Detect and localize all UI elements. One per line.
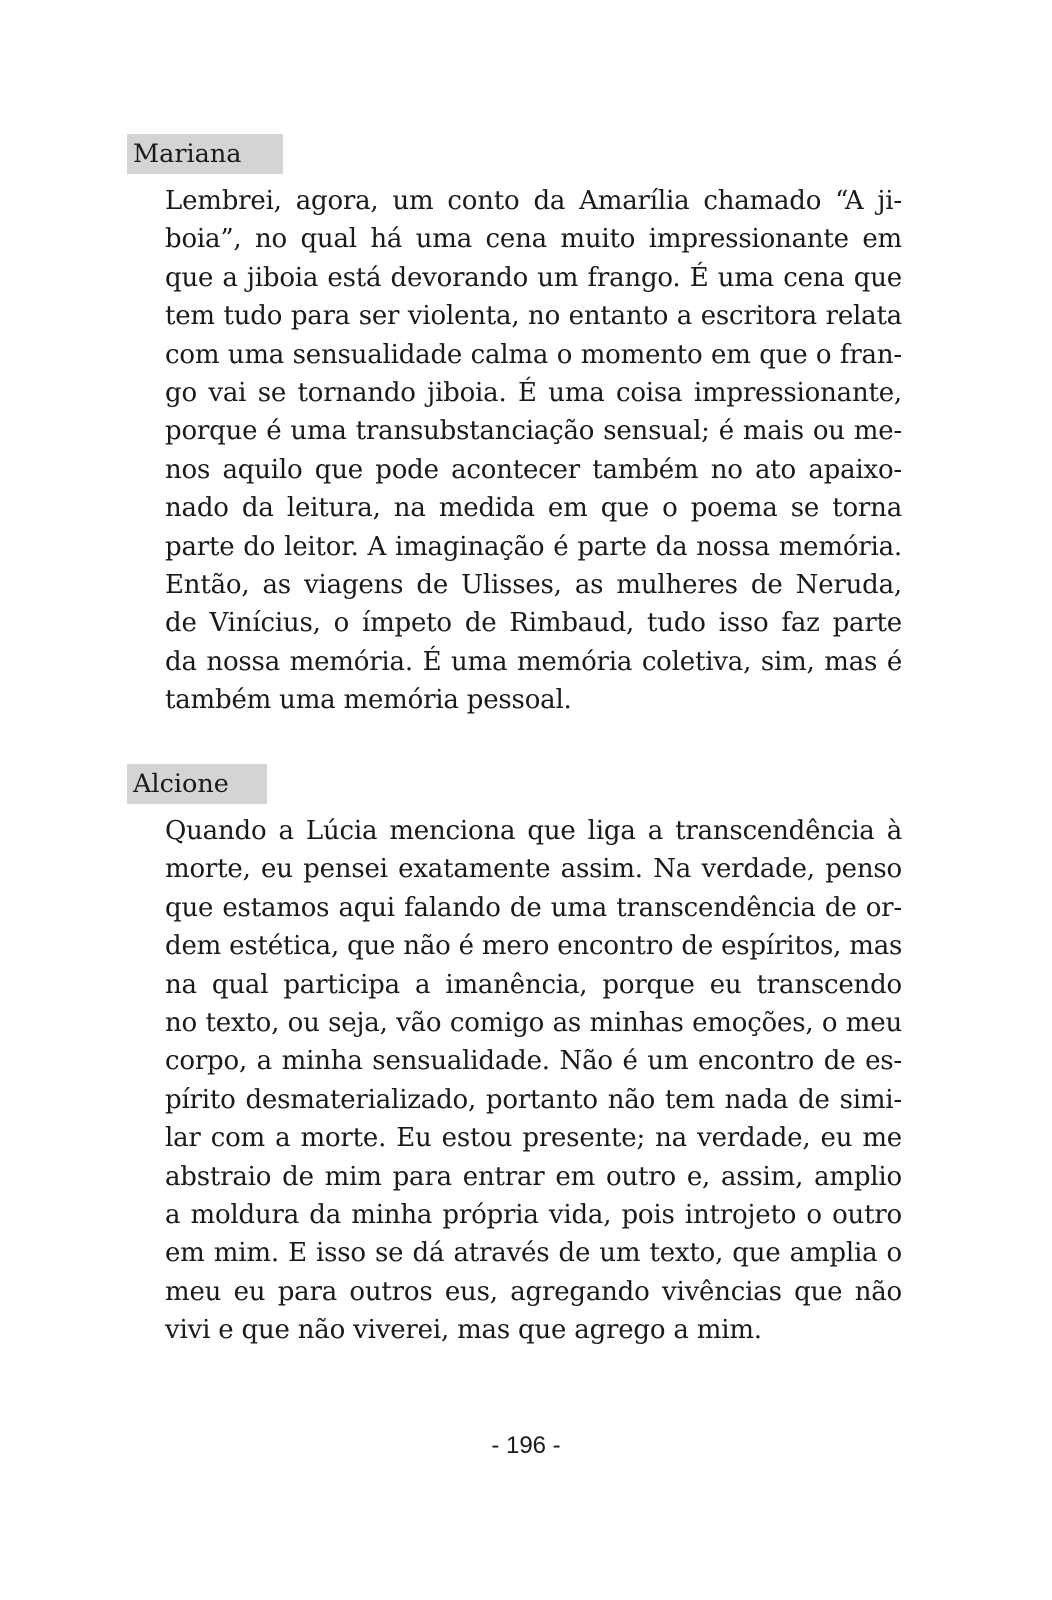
text-line: nos aquilo que pode acontecer também no ato apaixo- — [165, 454, 902, 485]
text-line: parte do leitor. A imaginação é parte da nossa memória. — [165, 531, 902, 562]
text-line: lar com a morte. Eu estou presente; na verdade, eu me — [165, 1123, 902, 1154]
text-line: tem tudo para ser violenta, no entanto a escritora relata — [165, 301, 902, 332]
text-line: no texto, ou seja, vão comigo as minhas emoções, o meu — [165, 1008, 902, 1039]
page-number: - 196 - — [491, 1432, 561, 1459]
text-line: meu eu para outros eus, agregando vivências que não — [165, 1276, 902, 1307]
text-line: nado da leitura, na medida em que o poema se torna — [165, 493, 902, 524]
text-line: em mim. E isso se dá através de um texto, que amplia o — [165, 1238, 902, 1269]
text-line: Lembrei, agora, um conto da Amarília chamado “A ji- — [165, 186, 902, 216]
text-line: a moldura da minha própria vida, pois introjeto o outro — [165, 1200, 902, 1231]
text-line: morte, eu pensei exatamente assim. Na verdade, penso — [165, 854, 902, 885]
text-line: dem estética, que não é mero encontro de espíritos, mas — [165, 931, 903, 962]
text-line: que a jiboia está devorando um frango. É uma cena que — [165, 262, 902, 293]
speaker-label-alcione: Alcione — [127, 764, 267, 804]
text-line: Então, as viagens de Ulisses, as mulheres de Neruda, — [165, 570, 902, 601]
text-line: também uma memória pessoal. — [165, 685, 572, 716]
text-line: abstraio de mim para entrar em outro e, assim, amplio — [165, 1161, 902, 1192]
text-line: vivi e que não viverei, mas que agrego a mim. — [165, 1315, 762, 1346]
text-line: na qual participa a imanência, porque eu transcendo — [165, 969, 902, 1000]
speech-paragraph-mariana — [165, 182, 902, 720]
speaker-label-mariana: Mariana — [127, 134, 283, 174]
text-line: de Vinícius, o ímpeto de Rimbaud, tudo isso faz parte — [165, 608, 902, 639]
text-line: boia”, no qual há uma cena muito impressionante em — [165, 224, 902, 255]
text-line: go vai se tornando jiboia. É uma coisa impressionante, — [165, 378, 902, 409]
text-line: porque é uma transubstanciação sensual; é mais ou me- — [165, 416, 902, 447]
text-line: com uma sensualidade calma o momento em que o fran- — [165, 339, 902, 370]
text-line: da nossa memória. É uma memória coletiva, sim, mas é — [165, 646, 902, 677]
text-line: corpo, a minha sensualidade. Não é um encontro de es- — [165, 1046, 902, 1077]
text-line: pírito desmaterializado, portanto não tem nada de simi- — [165, 1084, 902, 1115]
text-line: Quando a Lúcia menciona que liga a transcendência à — [165, 816, 902, 846]
speech-paragraph-alcione — [165, 812, 902, 1350]
text-line: que estamos aqui falando de uma transcendência de or- — [165, 892, 902, 923]
